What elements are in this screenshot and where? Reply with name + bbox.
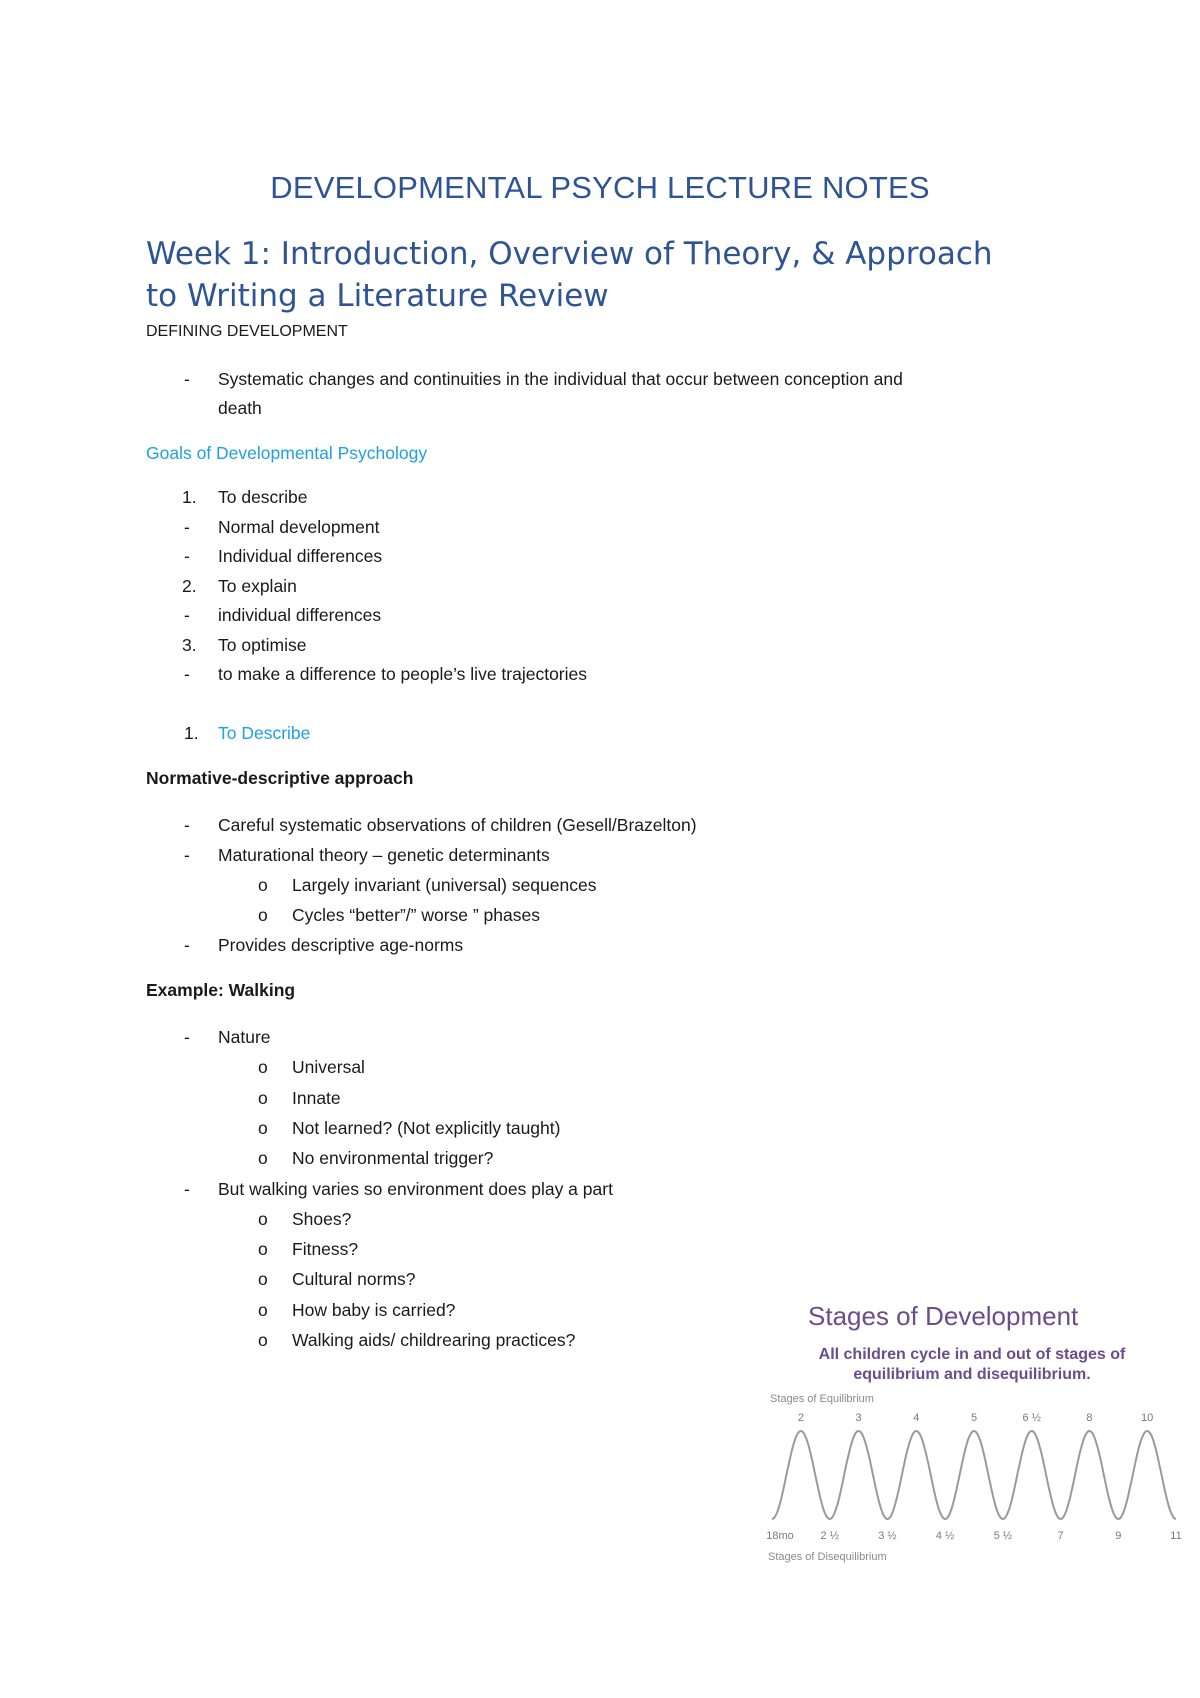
list-item-text: Not learned? (Not explicitly taught) [292, 1117, 561, 1138]
stages-of-development-figure [762, 1297, 1182, 1587]
number-marker: 2. [182, 575, 197, 596]
figure-subtitle [762, 1345, 1182, 1385]
trough-age-label: 5 ½ [993, 1530, 1013, 1542]
trough-age-label: 18mo [766, 1530, 794, 1542]
figure-subtitle-line-2: equilibrium and disequilibrium. [853, 1366, 1091, 1383]
list-item-text: individual differences [218, 605, 382, 625]
list-item-text: No environmental trigger? [292, 1148, 494, 1169]
dash-marker: - [184, 1178, 190, 1199]
goals-heading: Goals of Developmental Psychology [146, 443, 428, 463]
defining-bullet-line-1: Systematic changes and continuities in the individual that occur between conception and [218, 369, 903, 389]
bullet-marker: o [258, 1148, 268, 1169]
trough-age-label: 3 ½ [878, 1530, 897, 1542]
dash-marker: - [184, 516, 190, 537]
bullet-marker: o [258, 875, 268, 895]
bullet-marker: o [258, 905, 268, 925]
list-item-text: To optimise [218, 634, 307, 655]
peak-age-label: 8 [1086, 1412, 1093, 1424]
bullet-marker: o [258, 1057, 268, 1078]
bullet-marker: o [258, 1299, 268, 1320]
list-item-text: Universal [292, 1057, 365, 1078]
list-item-text: Cycles “better”/” worse ” phases [292, 905, 540, 925]
disequilibrium-axis-label: Stages of Disequilibrium [768, 1551, 887, 1563]
document-title: DEVELOPMENTAL PSYCH LECTURE NOTES [270, 170, 930, 205]
list-item-text: Shoes? [292, 1208, 352, 1229]
figure-subtitle-line-1: All children cycle in and out of stages of [818, 1346, 1126, 1363]
list-item-text: Largely invariant (universal) sequences [292, 875, 597, 895]
list-item-text: Maturational theory – genetic determinants [218, 845, 550, 865]
week-heading [146, 233, 1086, 317]
number-marker: 1. [182, 487, 197, 507]
peak-age-label: 3 [855, 1412, 862, 1424]
defining-bullet-line-2: death [218, 398, 262, 418]
list-item-text: Innate [292, 1087, 341, 1108]
dash-marker: - [184, 369, 190, 389]
peak-age-label: 4 [913, 1412, 920, 1424]
peak-age-label: 6 ½ [1022, 1412, 1041, 1424]
dash-marker: - [184, 546, 190, 566]
week-heading-line-2: to Writing a Literature Review [146, 278, 609, 314]
list-item-text: But walking varies so environment does play a part [218, 1178, 613, 1199]
equilibrium-axis-label: Stages of Equilibrium [770, 1393, 874, 1405]
list-item-text: Normal development [218, 516, 380, 537]
bullet-marker: o [258, 1239, 268, 1260]
list-item-text: Cultural norms? [292, 1269, 416, 1290]
trough-age-label: 4 ½ [935, 1530, 955, 1542]
dash-marker: - [184, 845, 190, 865]
list-item-text: Provides descriptive age-norms [218, 935, 464, 955]
list-item-text: Careful systematic observations of children (Gesell/Brazelton) [218, 815, 697, 835]
trough-age-label: 7 [1057, 1530, 1064, 1542]
dash-marker: - [184, 935, 190, 955]
dash-marker: - [184, 605, 190, 625]
example-heading: Example: Walking [146, 980, 296, 1000]
stages-chart [762, 1297, 1182, 1587]
list-item-text: To explain [218, 575, 297, 596]
defining-development-heading: DEFINING DEVELOPMENT [146, 323, 348, 340]
approach-heading: Normative-descriptive approach [146, 768, 414, 788]
list-item-text: Individual differences [218, 546, 383, 566]
figure-title: Stages of Development [808, 1301, 1079, 1331]
week-heading-line-1: Week 1: Introduction, Overview of Theory, & Approach [146, 236, 993, 272]
list-item-text: Walking aids/ childrearing practices? [292, 1330, 576, 1350]
bullet-marker: o [258, 1330, 268, 1350]
describe-heading-text: To Describe [218, 723, 311, 743]
peak-age-label: 5 [970, 1412, 978, 1424]
list-item-text: To describe [218, 487, 308, 507]
equilibrium-wave [772, 1431, 1176, 1519]
number-marker: 3. [182, 634, 197, 655]
bullet-marker: o [258, 1087, 268, 1108]
list-item-text: Fitness? [292, 1239, 359, 1260]
list-item-text: Nature [218, 1027, 271, 1047]
list-item-text: How baby is carried? [292, 1299, 456, 1320]
trough-age-label: 9 [1115, 1530, 1122, 1542]
list-item-text: to make a difference to people’s live trajectories [218, 664, 588, 684]
bullet-marker: o [258, 1269, 268, 1290]
peak-age-label: 10 [1140, 1412, 1154, 1424]
trough-age-label: 2 ½ [820, 1530, 839, 1542]
trough-age-label: 11 [1170, 1530, 1182, 1542]
number-marker: 1. [184, 723, 199, 743]
dash-marker: - [184, 1027, 190, 1047]
bullet-marker: o [258, 1117, 268, 1138]
bullet-marker: o [258, 1208, 268, 1229]
peak-age-label: 2 [797, 1412, 804, 1424]
dash-marker: - [184, 815, 190, 835]
dash-marker: - [184, 664, 190, 684]
